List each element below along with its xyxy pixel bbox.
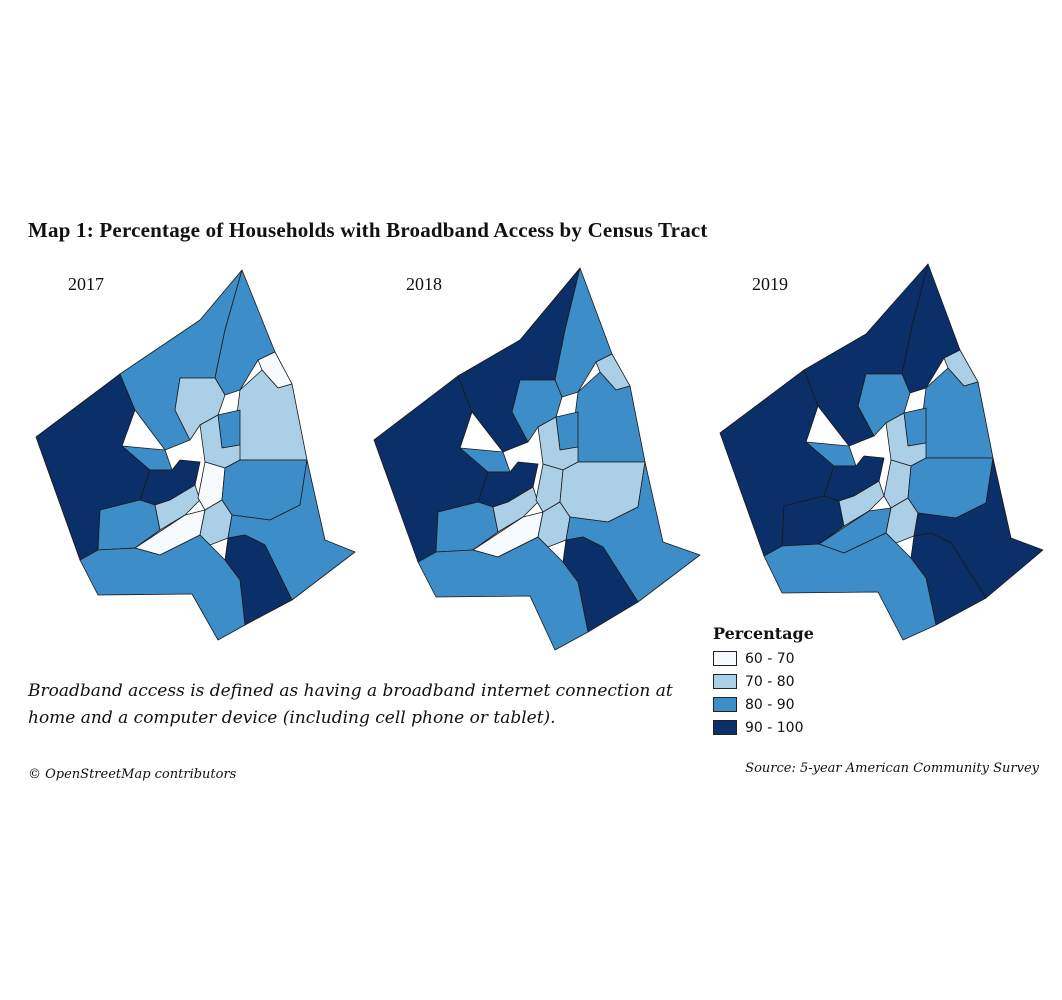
tract	[235, 370, 307, 460]
year-label-2018: 2018	[406, 274, 442, 294]
legend-label: 80 - 90	[745, 696, 795, 713]
legend-item	[713, 647, 883, 670]
legend-title: Percentage	[713, 624, 814, 643]
tract	[921, 368, 993, 458]
map-title: Map 1: Percentage of Households with Broadband Access by Census Tract	[28, 218, 708, 242]
legend-swatch	[713, 651, 737, 666]
legend-label: 60 - 70	[745, 650, 795, 667]
year-label-2019: 2019	[752, 274, 788, 294]
data-source: Source: 5-year American Community Survey	[745, 761, 1039, 776]
map-2018	[374, 268, 700, 650]
legend-label: 90 - 100	[745, 719, 804, 736]
description-text: Broadband access is defined as having a broadband internet connection at home and a computer device (including cell phone or tablet).	[28, 681, 673, 728]
legend-item	[713, 670, 883, 693]
legend-swatch	[713, 720, 737, 735]
tract	[573, 372, 645, 462]
legend-swatch	[713, 697, 737, 712]
legend-item	[713, 716, 883, 739]
legend-swatch	[713, 674, 737, 689]
legend	[713, 624, 883, 739]
legend-label: 70 - 80	[745, 673, 795, 690]
map-credit: © OpenStreetMap contributors	[28, 767, 237, 782]
map-2017	[36, 270, 355, 640]
year-label-2017: 2017	[68, 274, 104, 294]
map-2019	[720, 264, 1043, 640]
legend-item	[713, 693, 883, 716]
